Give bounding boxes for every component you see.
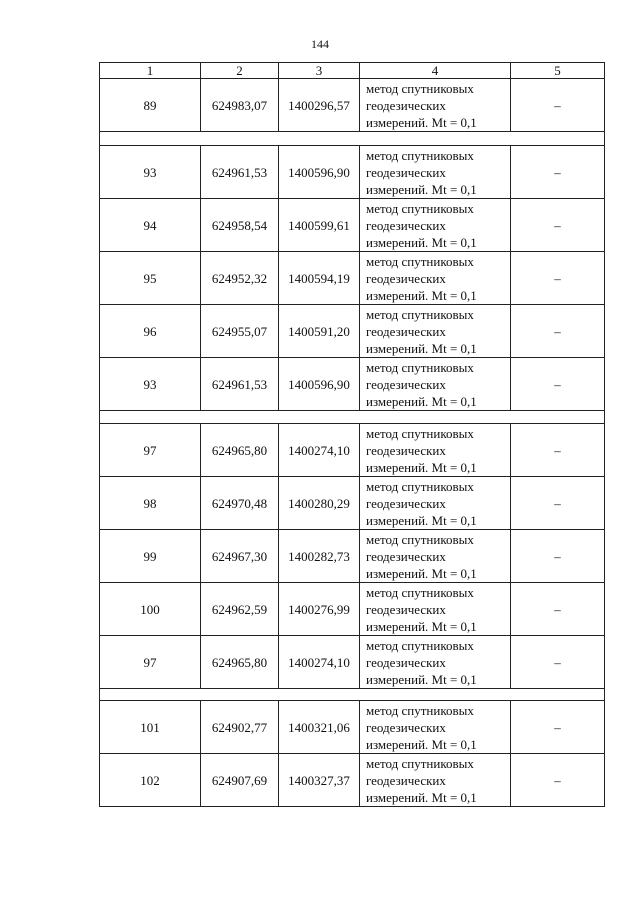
x-coordinate-cell: 624970,48 [201, 477, 279, 530]
note-cell: – [511, 477, 605, 530]
note-cell: – [511, 146, 605, 199]
method-line: геодезических [366, 376, 446, 392]
method-line: геодезических [366, 164, 446, 180]
method-line: метод спутниковых [366, 425, 474, 441]
point-number-cell: 95 [100, 252, 201, 305]
method-line: измерений. Mt = 0,1 [366, 287, 477, 303]
y-coordinate-cell: 1400596,90 [279, 358, 360, 411]
x-coordinate-cell: 624965,80 [201, 636, 279, 689]
method-cell [360, 701, 511, 754]
method-line: метод спутниковых [366, 306, 474, 322]
point-number-cell: 101 [100, 701, 201, 754]
table-header-row [100, 63, 605, 79]
method-line: геодезических [366, 548, 446, 564]
note-cell: – [511, 199, 605, 252]
point-number-cell: 96 [100, 305, 201, 358]
table-row [100, 636, 605, 689]
separator-cell [100, 132, 605, 146]
method-line: геодезических [366, 217, 446, 233]
method-cell [360, 252, 511, 305]
point-number-cell: 99 [100, 530, 201, 583]
column-header: 3 [279, 63, 360, 79]
separator-cell [100, 411, 605, 424]
method-line: метод спутниковых [366, 755, 474, 771]
note-cell: – [511, 305, 605, 358]
table-row [100, 199, 605, 252]
group-separator-row [100, 411, 605, 424]
page-number: 144 [311, 37, 329, 51]
method-line: метод спутниковых [366, 531, 474, 547]
table-row [100, 358, 605, 411]
table-row [100, 701, 605, 754]
table-row [100, 252, 605, 305]
y-coordinate-cell: 1400280,29 [279, 477, 360, 530]
x-coordinate-cell: 624958,54 [201, 199, 279, 252]
method-line: измерений. Mt = 0,1 [366, 234, 477, 250]
point-number-cell: 97 [100, 424, 201, 477]
y-coordinate-cell: 1400274,10 [279, 424, 360, 477]
note-cell: – [511, 358, 605, 411]
y-coordinate-cell: 1400276,99 [279, 583, 360, 636]
method-line: геодезических [366, 270, 446, 286]
method-line: метод спутниковых [366, 200, 474, 216]
method-line: метод спутниковых [366, 253, 474, 269]
table-row [100, 530, 605, 583]
method-cell [360, 358, 511, 411]
y-coordinate-cell: 1400591,20 [279, 305, 360, 358]
method-line: метод спутниковых [366, 359, 474, 375]
point-number-cell: 100 [100, 583, 201, 636]
method-line: геодезических [366, 323, 446, 339]
y-coordinate-cell: 1400274,10 [279, 636, 360, 689]
coordinates-table [99, 62, 605, 807]
method-line: геодезических [366, 601, 446, 617]
method-cell [360, 477, 511, 530]
y-coordinate-cell: 1400327,37 [279, 754, 360, 807]
table-row [100, 477, 605, 530]
method-line: измерений. Mt = 0,1 [366, 565, 477, 581]
method-line: измерений. Mt = 0,1 [366, 618, 477, 634]
x-coordinate-cell: 624952,32 [201, 252, 279, 305]
point-number-cell: 89 [100, 79, 201, 132]
method-line: измерений. Mt = 0,1 [366, 671, 477, 687]
note-cell: – [511, 583, 605, 636]
method-line: измерений. Mt = 0,1 [366, 393, 477, 409]
method-cell [360, 636, 511, 689]
method-cell [360, 530, 511, 583]
method-line: метод спутниковых [366, 147, 474, 163]
x-coordinate-cell: 624955,07 [201, 305, 279, 358]
method-line: измерений. Mt = 0,1 [366, 340, 477, 356]
method-cell [360, 146, 511, 199]
method-line: измерений. Mt = 0,1 [366, 736, 477, 752]
method-line: метод спутниковых [366, 637, 474, 653]
y-coordinate-cell: 1400296,57 [279, 79, 360, 132]
method-line: измерений. Mt = 0,1 [366, 789, 477, 805]
method-line: геодезических [366, 495, 446, 511]
point-number-cell: 98 [100, 477, 201, 530]
point-number-cell: 93 [100, 358, 201, 411]
table-row [100, 146, 605, 199]
note-cell: – [511, 701, 605, 754]
note-cell: – [511, 754, 605, 807]
y-coordinate-cell: 1400594,19 [279, 252, 360, 305]
method-line: измерений. Mt = 0,1 [366, 114, 477, 130]
note-cell: – [511, 252, 605, 305]
y-coordinate-cell: 1400599,61 [279, 199, 360, 252]
column-header: 1 [100, 63, 201, 79]
x-coordinate-cell: 624962,59 [201, 583, 279, 636]
note-cell: – [511, 530, 605, 583]
note-cell: – [511, 636, 605, 689]
table-row [100, 424, 605, 477]
x-coordinate-cell: 624907,69 [201, 754, 279, 807]
x-coordinate-cell: 624961,53 [201, 358, 279, 411]
point-number-cell: 93 [100, 146, 201, 199]
x-coordinate-cell: 624967,30 [201, 530, 279, 583]
method-line: геодезических [366, 654, 446, 670]
method-line: метод спутниковых [366, 702, 474, 718]
method-line: метод спутниковых [366, 478, 474, 494]
y-coordinate-cell: 1400282,73 [279, 530, 360, 583]
method-line: геодезических [366, 719, 446, 735]
table-row [100, 305, 605, 358]
method-cell [360, 424, 511, 477]
method-cell [360, 79, 511, 132]
table-row [100, 79, 605, 132]
method-line: метод спутниковых [366, 584, 474, 600]
method-line: измерений. Mt = 0,1 [366, 181, 477, 197]
method-line: метод спутниковых [366, 80, 474, 96]
x-coordinate-cell: 624965,80 [201, 424, 279, 477]
column-header: 5 [511, 63, 605, 79]
table-body [100, 79, 605, 807]
method-line: геодезических [366, 442, 446, 458]
point-number-cell: 97 [100, 636, 201, 689]
column-header: 4 [360, 63, 511, 79]
method-line: измерений. Mt = 0,1 [366, 512, 477, 528]
method-cell [360, 199, 511, 252]
method-cell [360, 754, 511, 807]
method-cell [360, 583, 511, 636]
method-line: измерений. Mt = 0,1 [366, 459, 477, 475]
x-coordinate-cell: 624902,77 [201, 701, 279, 754]
x-coordinate-cell: 624961,53 [201, 146, 279, 199]
method-line: геодезических [366, 97, 446, 113]
column-header: 2 [201, 63, 279, 79]
y-coordinate-cell: 1400321,06 [279, 701, 360, 754]
y-coordinate-cell: 1400596,90 [279, 146, 360, 199]
note-cell: – [511, 79, 605, 132]
x-coordinate-cell: 624983,07 [201, 79, 279, 132]
separator-cell [100, 689, 605, 701]
point-number-cell: 102 [100, 754, 201, 807]
group-separator-row [100, 132, 605, 146]
table-row [100, 583, 605, 636]
group-separator-row [100, 689, 605, 701]
method-line: геодезических [366, 772, 446, 788]
method-cell [360, 305, 511, 358]
note-cell: – [511, 424, 605, 477]
table-row [100, 754, 605, 807]
point-number-cell: 94 [100, 199, 201, 252]
